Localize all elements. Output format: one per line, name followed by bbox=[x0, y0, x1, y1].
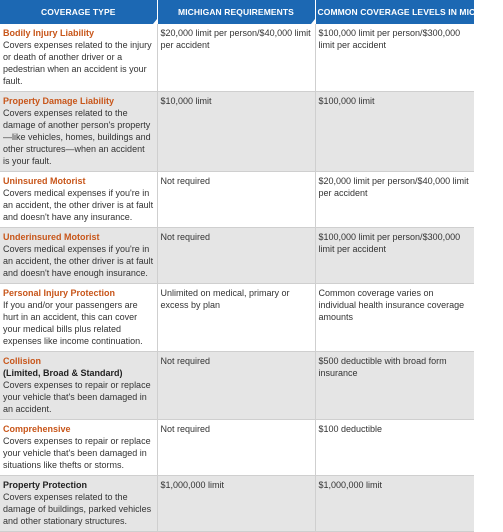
header-row bbox=[0, 0, 474, 24]
coverage-title: Uninsured Motorist bbox=[3, 175, 154, 187]
common-level-cell: $100 deductible bbox=[315, 420, 474, 476]
coverage-type-cell bbox=[0, 420, 157, 476]
requirement-cell: $20,000 limit per person/$40,000 limit per accident bbox=[157, 24, 315, 92]
header-coverage-type bbox=[0, 0, 157, 24]
coverage-type-cell bbox=[0, 476, 157, 532]
coverage-description: Covers expenses related to the damage of buildings, parked vehicles and other stationary structures. bbox=[3, 491, 154, 527]
header-michigan-requirements bbox=[157, 0, 315, 24]
common-level-cell: Common coverage varies on individual health insurance coverage amounts bbox=[315, 284, 474, 352]
table-row bbox=[0, 420, 474, 476]
requirement-cell: Not required bbox=[157, 172, 315, 228]
coverage-title: Personal Injury Protection bbox=[3, 287, 154, 299]
coverage-title: Property Protection bbox=[3, 479, 154, 491]
coverage-subtitle: (Limited, Broad & Standard) bbox=[3, 367, 154, 379]
header-common-levels bbox=[315, 0, 474, 24]
header-common-levels-label: COMMON COVERAGE LEVELS IN MICHIGAN bbox=[318, 7, 503, 17]
coverage-title: Property Damage Liability bbox=[3, 95, 154, 107]
table-row bbox=[0, 24, 474, 92]
table-row bbox=[0, 228, 474, 284]
coverage-description: Covers expenses to repair or replace your vehicle that's been damaged in an accident. bbox=[3, 379, 154, 415]
requirement-cell: Unlimited on medical, primary or excess by plan bbox=[157, 284, 315, 352]
table-header bbox=[0, 0, 474, 24]
requirement-cell: Not required bbox=[157, 352, 315, 420]
table-row bbox=[0, 92, 474, 172]
coverage-type-cell bbox=[0, 92, 157, 172]
common-level-cell: $100,000 limit per person/$300,000 limit per accident bbox=[315, 24, 474, 92]
coverage-description: If you and/or your passengers are hurt in an accident, this can cover your medical bills plus related expenses like income continuation. bbox=[3, 299, 154, 347]
requirement-cell: Not required bbox=[157, 228, 315, 284]
coverage-type-cell bbox=[0, 172, 157, 228]
coverage-description: Covers expenses related to the damage of another person's property—like vehicles, homes, buildings and other structures—when an accident is your fault. bbox=[3, 107, 154, 167]
coverage-type-cell bbox=[0, 284, 157, 352]
requirement-cell: Not required bbox=[157, 420, 315, 476]
table-row bbox=[0, 476, 474, 532]
coverage-description: Covers medical expenses if you're in an accident, the other driver is at fault and doesn't have any insurance. bbox=[3, 187, 154, 223]
common-level-cell: $1,000,000 limit bbox=[315, 476, 474, 532]
table-row bbox=[0, 352, 474, 420]
coverage-title: Underinsured Motorist bbox=[3, 231, 154, 243]
coverage-description: Covers expenses to repair or replace your vehicle that's been damaged in situations like thefts or storms. bbox=[3, 435, 154, 471]
coverage-title: Bodily Injury Liability bbox=[3, 27, 154, 39]
coverage-type-cell bbox=[0, 228, 157, 284]
requirement-cell: $10,000 limit bbox=[157, 92, 315, 172]
coverage-description: Covers medical expenses if you're in an accident, the other driver is at fault and doesn't have enough insurance. bbox=[3, 243, 154, 279]
coverage-title: Collision bbox=[3, 355, 154, 367]
common-level-cell: $100,000 limit per person/$300,000 limit per accident bbox=[315, 228, 474, 284]
table-body bbox=[0, 24, 474, 532]
coverage-type-cell bbox=[0, 352, 157, 420]
coverage-title: Comprehensive bbox=[3, 423, 154, 435]
header-michigan-requirements-label: MICHIGAN REQUIREMENTS bbox=[178, 7, 294, 17]
coverage-type-cell bbox=[0, 24, 157, 92]
common-level-cell: $20,000 limit per person/$40,000 limit per accident bbox=[315, 172, 474, 228]
coverage-description: Covers expenses related to the injury or death of another driver or a pedestrian when an accident is your fault. bbox=[3, 39, 154, 87]
table-row bbox=[0, 172, 474, 228]
common-level-cell: $500 deductible with broad form insurance bbox=[315, 352, 474, 420]
table-row bbox=[0, 284, 474, 352]
common-level-cell: $100,000 limit bbox=[315, 92, 474, 172]
header-coverage-type-label: COVERAGE TYPE bbox=[41, 7, 116, 17]
requirement-cell: $1,000,000 limit bbox=[157, 476, 315, 532]
